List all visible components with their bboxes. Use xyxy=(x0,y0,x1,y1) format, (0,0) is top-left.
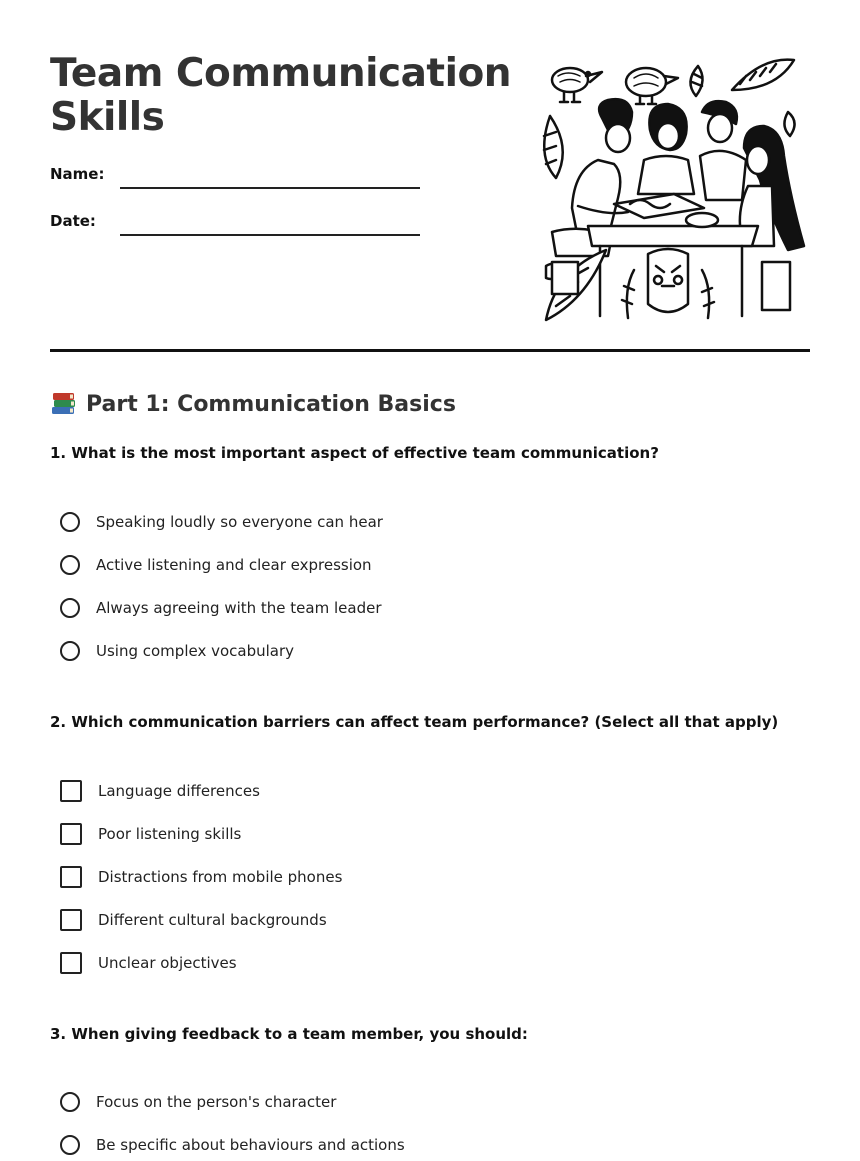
q1-option-4[interactable] xyxy=(60,639,294,663)
stool xyxy=(552,262,578,294)
stool xyxy=(762,262,790,310)
checkbox[interactable] xyxy=(60,952,82,974)
q2-option-3[interactable] xyxy=(60,865,342,889)
option-label: Active listening and clear expression xyxy=(96,556,372,574)
q1-option-1[interactable] xyxy=(60,510,383,534)
radio-button[interactable] xyxy=(60,512,80,532)
bird-icon xyxy=(626,68,678,104)
radio-button[interactable] xyxy=(60,1092,80,1112)
title-line-1: Team Communication xyxy=(50,51,511,96)
fern-icon xyxy=(544,116,563,178)
worksheet-title xyxy=(50,52,511,140)
q1-option-3[interactable] xyxy=(60,596,381,620)
q2-option-4[interactable] xyxy=(60,908,327,932)
date-field[interactable] xyxy=(120,234,420,236)
fern-icon xyxy=(732,60,794,90)
option-label: Language differences xyxy=(98,782,260,800)
checkbox[interactable] xyxy=(60,780,82,802)
bird-icon xyxy=(552,68,602,102)
name-field[interactable] xyxy=(120,187,420,189)
question-3-text: 3. When giving feedback to a team member, you should: xyxy=(50,1025,528,1043)
q3-option-1[interactable] xyxy=(60,1090,336,1114)
plant-icon xyxy=(702,270,714,318)
students-team-illustration xyxy=(538,56,814,326)
header-divider xyxy=(50,349,810,352)
radio-button[interactable] xyxy=(60,598,80,618)
radio-button[interactable] xyxy=(60,1135,80,1155)
leaf-icon xyxy=(784,112,794,136)
option-label: Speaking loudly so everyone can hear xyxy=(96,513,383,531)
student-figure xyxy=(700,101,746,200)
q2-option-5[interactable] xyxy=(60,951,237,975)
option-label: Using complex vocabulary xyxy=(96,642,295,660)
date-label: Date: xyxy=(50,212,96,230)
q1-option-2[interactable] xyxy=(60,553,372,577)
option-label: Poor listening skills xyxy=(98,825,242,843)
radio-button[interactable] xyxy=(60,555,80,575)
q2-option-2[interactable] xyxy=(60,822,241,846)
option-label: Be specific about behaviours and actions xyxy=(96,1136,405,1154)
name-label: Name: xyxy=(50,165,105,183)
student-figure xyxy=(638,104,694,194)
leaf-icon xyxy=(690,66,702,96)
books-icon xyxy=(50,390,78,418)
q3-option-2[interactable] xyxy=(60,1133,405,1157)
option-label: Focus on the person's character xyxy=(96,1093,337,1111)
option-label: Unclear objectives xyxy=(98,954,237,972)
part-1-heading xyxy=(50,388,456,420)
title-line-2: Skills xyxy=(50,95,165,140)
q2-option-1[interactable] xyxy=(60,779,260,803)
question-1-text: 1. What is the most important aspect of effective team communication? xyxy=(50,444,659,462)
checkbox[interactable] xyxy=(60,866,82,888)
plant-icon xyxy=(622,270,634,318)
option-label: Always agreeing with the team leader xyxy=(96,599,382,617)
section-title: Part 1: Communication Basics xyxy=(86,391,456,417)
option-label: Distractions from mobile phones xyxy=(98,868,343,886)
checkbox[interactable] xyxy=(60,909,82,931)
checkbox[interactable] xyxy=(60,823,82,845)
question-2-text: 2. Which communication barriers can affect team performance? (Select all that apply) xyxy=(50,713,779,731)
option-label: Different cultural backgrounds xyxy=(98,911,327,929)
radio-button[interactable] xyxy=(60,641,80,661)
